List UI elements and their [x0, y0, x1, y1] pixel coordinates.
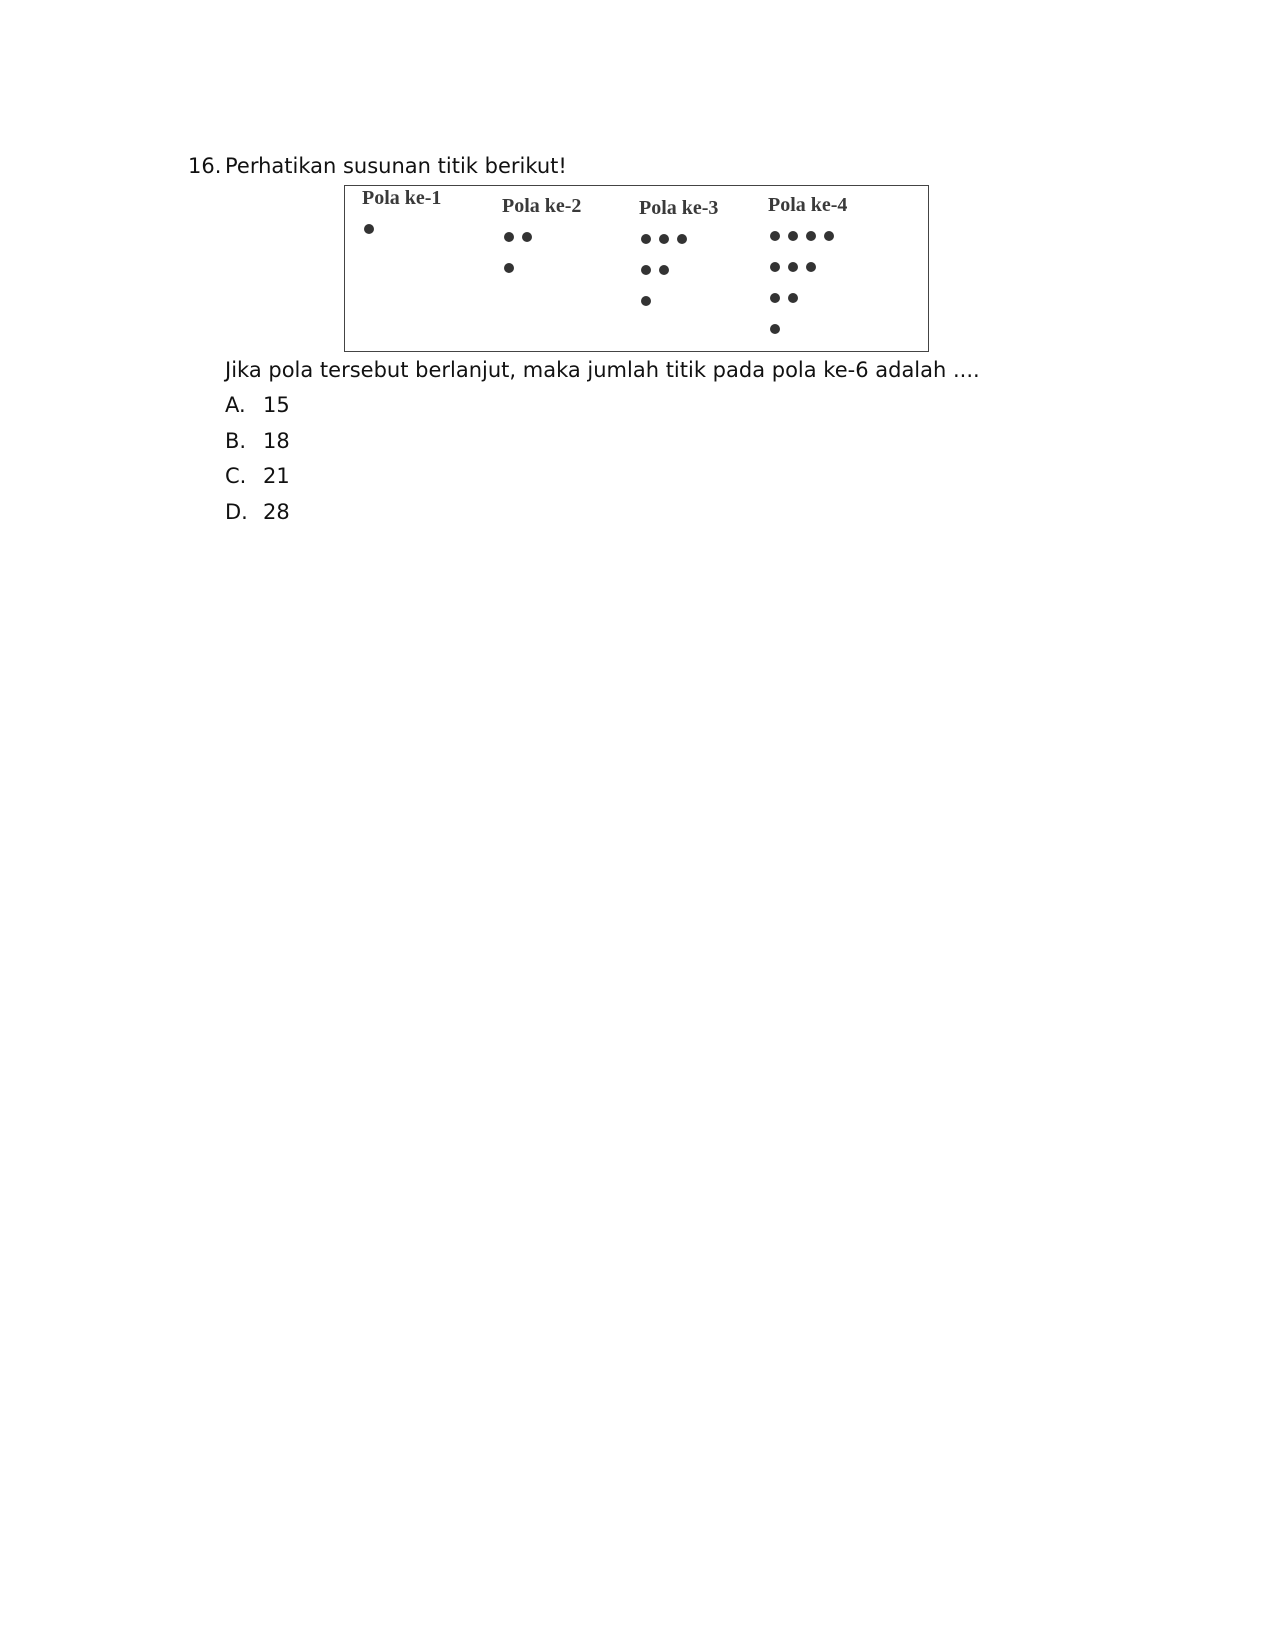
dot: [770, 293, 780, 303]
dot: [677, 234, 687, 244]
dot: [641, 234, 651, 244]
dot: [659, 234, 669, 244]
option-c[interactable]: [225, 462, 290, 498]
dot-pattern-figure: [344, 185, 929, 352]
option-value: 28: [263, 499, 290, 524]
option-value: 15: [263, 393, 290, 417]
dot: [824, 231, 834, 241]
option-letter: D.: [225, 499, 248, 524]
question-16: [188, 152, 1188, 524]
dot: [504, 232, 514, 242]
dot: [522, 232, 532, 242]
pattern-label: Pola ke-2: [502, 195, 582, 217]
dot: [641, 265, 651, 275]
question-text: Jika pola tersebut berlanjut, maka jumlah titik pada pola ke-6 adalah ....: [225, 358, 980, 382]
option-b[interactable]: [225, 427, 290, 463]
option-value: 21: [263, 464, 290, 488]
option-letter: A.: [225, 393, 246, 417]
dot: [641, 296, 651, 306]
dot: [770, 262, 780, 272]
option-a[interactable]: [225, 391, 290, 427]
dot: [806, 262, 816, 272]
pattern-label: Pola ke-1: [362, 187, 442, 209]
question-number: 16.: [188, 154, 222, 178]
option-letter: B.: [225, 428, 247, 453]
option-letter: C.: [225, 464, 247, 488]
dot: [788, 293, 798, 303]
pattern-label: Pola ke-3: [639, 197, 719, 219]
option-d[interactable]: [225, 498, 290, 534]
dot: [788, 262, 798, 272]
dot: [770, 324, 780, 334]
dot: [364, 224, 374, 234]
dot: [504, 263, 514, 273]
dot: [788, 231, 798, 241]
pattern-label: Pola ke-4: [768, 194, 848, 216]
dot: [806, 231, 816, 241]
option-value: 18: [263, 428, 290, 453]
question-prompt: Perhatikan susunan titik berikut!: [225, 154, 567, 178]
question-header: [188, 152, 1188, 180]
dot: [659, 265, 669, 275]
dot: [770, 231, 780, 241]
answer-options: [225, 391, 290, 533]
